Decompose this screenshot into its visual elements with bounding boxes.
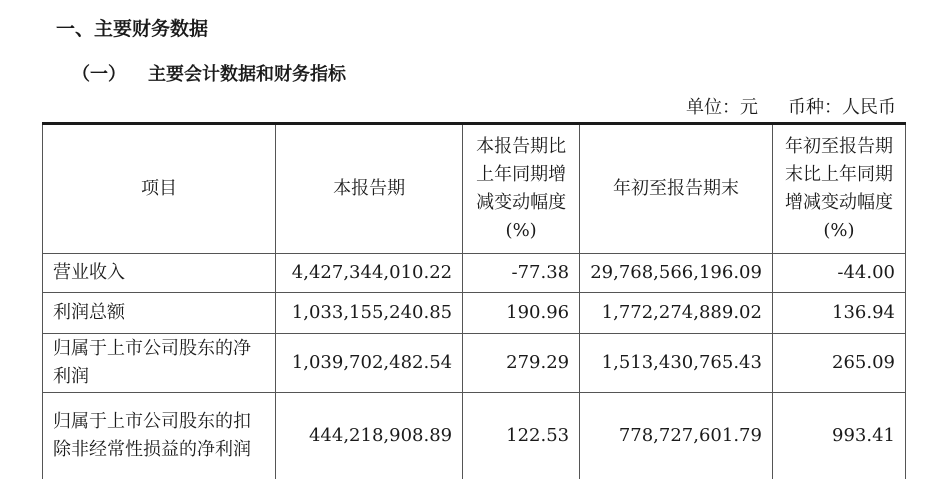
table-header-row xyxy=(43,124,906,254)
ytd-change-value: 136.94 xyxy=(772,293,905,334)
table-row xyxy=(43,293,906,334)
current-change-value: -77.38 xyxy=(463,254,580,293)
ytd-change-value: 993.41 xyxy=(772,393,905,479)
header-current-period: 本报告期 xyxy=(276,124,463,254)
header-ytd-change: 年初至报告期末比上年同期增减变动幅度(%) xyxy=(772,124,905,254)
subsection-number: （一） xyxy=(72,64,126,85)
currency-label: 币种：人民币 xyxy=(788,97,896,118)
current-period-value: 4,427,344,010.22 xyxy=(276,254,463,293)
ytd-value: 778,727,601.79 xyxy=(580,393,773,479)
section-heading: 一、主要财务数据 xyxy=(56,14,208,41)
row-label: 归属于上市公司股东的净利润 xyxy=(43,334,276,393)
row-label: 营业收入 xyxy=(43,254,276,293)
table-row xyxy=(43,334,906,393)
subsection-title: 主要会计数据和财务指标 xyxy=(148,64,346,85)
table-row xyxy=(43,393,906,479)
current-period-value: 1,033,155,240.85 xyxy=(276,293,463,334)
ytd-change-value: 265.09 xyxy=(772,334,905,393)
current-period-value: 1,039,702,482.54 xyxy=(276,334,463,393)
financial-data-table xyxy=(42,122,906,479)
row-label: 利润总额 xyxy=(43,293,276,334)
header-current-change: 本报告期比上年同期增减变动幅度(%) xyxy=(463,124,580,254)
ytd-value: 29,768,566,196.09 xyxy=(580,254,773,293)
header-item: 项目 xyxy=(43,124,276,254)
current-change-value: 279.29 xyxy=(463,334,580,393)
unit-line xyxy=(686,93,896,119)
ytd-change-value: -44.00 xyxy=(772,254,905,293)
row-label: 归属于上市公司股东的扣除非经常性损益的净利润 xyxy=(43,393,276,479)
header-ytd: 年初至报告期末 xyxy=(580,124,773,254)
unit-label: 单位：元 xyxy=(686,97,758,118)
ytd-value: 1,772,274,889.02 xyxy=(580,293,773,334)
current-change-value: 122.53 xyxy=(463,393,580,479)
current-change-value: 190.96 xyxy=(463,293,580,334)
current-period-value: 444,218,908.89 xyxy=(276,393,463,479)
ytd-value: 1,513,430,765.43 xyxy=(580,334,773,393)
subsection-heading xyxy=(72,60,346,86)
table-row xyxy=(43,254,906,293)
